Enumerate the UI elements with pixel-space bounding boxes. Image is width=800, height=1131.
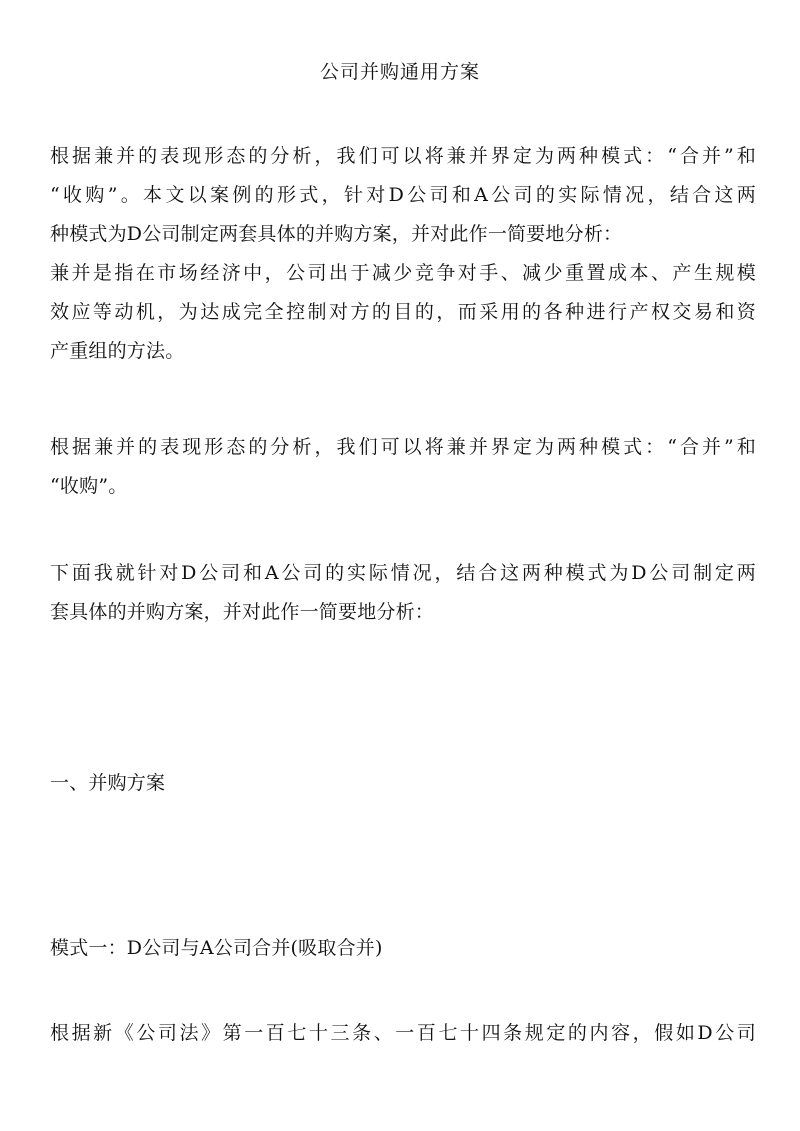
paragraph-line: 种模式为D公司制定两套具体的并购方案，并对此作一简要地分析： [50,223,623,245]
paragraph-line: “收购”。本文以案例的形式，针对D公司和A公司的实际情况，结合这两 [50,184,756,206]
paragraph-line: 根据兼并的表现形态的分析，我们可以将兼并界定为两种模式：“合并”和 [50,145,756,167]
paragraph-intro [50,137,756,371]
subsection-heading [50,929,756,968]
paragraph-line: 套具体的并购方案，并对此作一简要地分析： [50,601,435,623]
paragraph-line: 下面我就针对D公司和A公司的实际情况，结合这两种模式为D公司制定两 [50,562,756,584]
paragraph-line: “收购”。 [50,475,128,497]
paragraph-law [50,1014,756,1053]
subsection-heading-text: 模式一：D公司与A公司合并(吸取合并) [50,937,383,959]
paragraph-line: 产重组的方法。 [50,340,185,362]
section-heading-text: 一、并购方案 [50,772,166,794]
paragraph-plan-intro [50,554,756,632]
paragraph-line: 兼并是指在市场经济中，公司出于减少竞争对手、减少重置成本、产生规模 [50,262,756,284]
paragraph-modes [50,428,756,506]
section-heading [50,764,756,803]
paragraph-line: 效应等动机，为达成完全控制对方的目的，而采用的各种进行产权交易和资 [50,301,756,323]
paragraph-line: 根据新《公司法》第一百七十三条、一百七十四条规定的内容，假如D公司 [50,1022,756,1044]
document-title: 公司并购通用方案 [319,61,480,83]
paragraph-line: 根据兼并的表现形态的分析，我们可以将兼并界定为两种模式：“合并”和 [50,436,756,458]
